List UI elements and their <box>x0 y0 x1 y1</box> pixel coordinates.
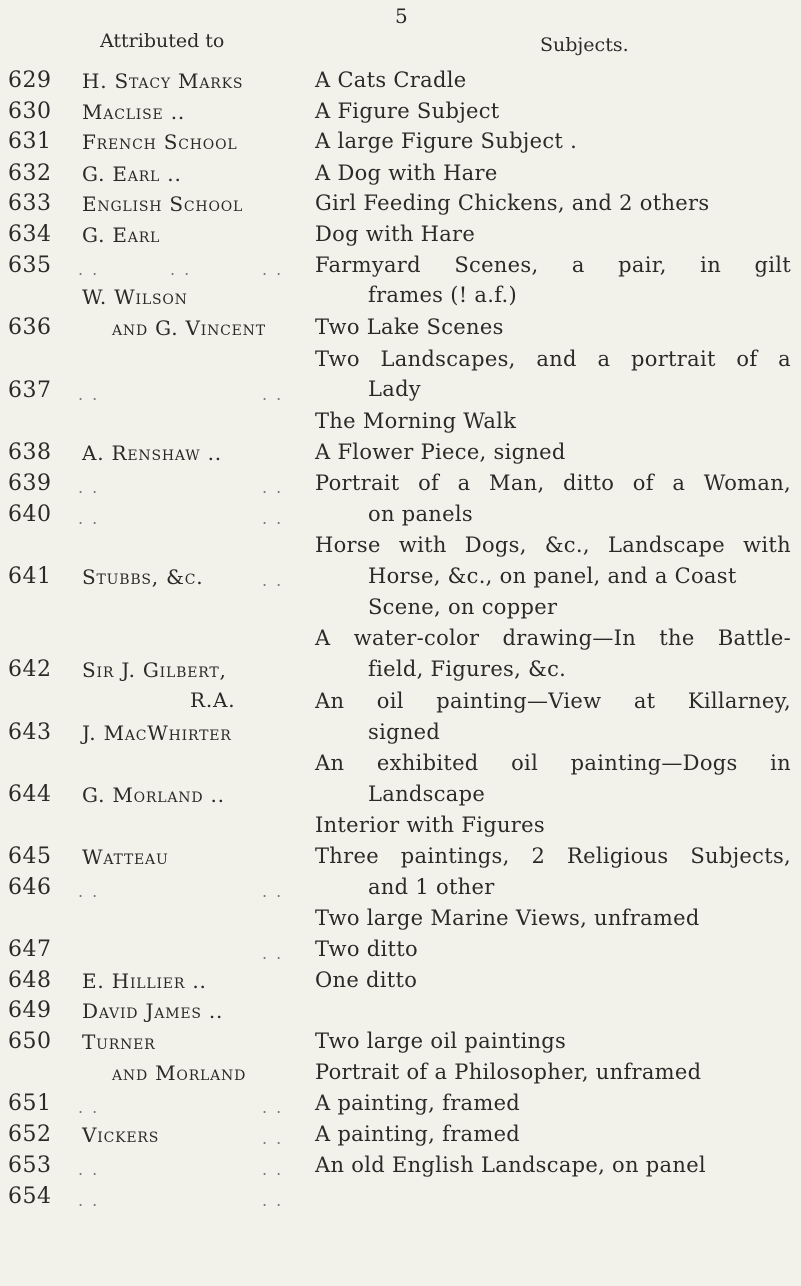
lot-subject: Two large Marine Views, unframed <box>315 906 700 930</box>
lot-attribution: G. Earl .. <box>82 162 182 186</box>
lot-number: 649 <box>8 998 52 1023</box>
lot-attribution: Sir J. Gilbert, <box>82 658 227 682</box>
lot-subject: A Dog with Hare <box>315 161 498 185</box>
leader-dots: . . <box>78 260 100 279</box>
lot-attribution: Vickers <box>82 1123 160 1147</box>
subjects-column-header: Subjects. <box>540 34 629 56</box>
lot-subject-continued: frames (! a.f.) <box>368 283 518 307</box>
leader-dots: . . <box>262 1098 284 1117</box>
lot-subject: Two Landscapes, and a portrait of a <box>315 347 791 371</box>
lot-attribution-continued: and G. Vincent <box>112 316 266 340</box>
lot-number: 647 <box>8 937 52 962</box>
lot-number: 631 <box>8 129 52 154</box>
lot-attribution: French School <box>82 130 238 154</box>
lot-subject: Two large oil paintings <box>315 1029 567 1053</box>
lot-number: 635 <box>8 253 52 278</box>
lot-subject: A water-color drawing—In the Battle- <box>315 626 791 650</box>
lot-subject-continued: Scene, on copper <box>368 595 558 619</box>
lot-subject: The Morning Walk <box>315 409 517 433</box>
lot-subject: One ditto <box>315 968 418 992</box>
lot-subject-continued: on panels <box>368 502 473 526</box>
lot-attribution: E. Hillier .. <box>82 969 207 993</box>
leader-dots: . . <box>78 509 100 528</box>
lot-subject: Portrait of a Man, ditto of a Woman, <box>315 471 791 495</box>
leader-dots: . . <box>78 1160 100 1179</box>
lot-number: 653 <box>8 1153 52 1178</box>
lot-subject: Farmyard Scenes, a pair, in gilt <box>315 253 791 277</box>
lot-number: 633 <box>8 191 52 216</box>
leader-dots: . . <box>262 509 284 528</box>
lot-number: 640 <box>8 502 52 527</box>
lot-subject: A Cats Cradle <box>315 68 467 92</box>
lot-subject: Horse with Dogs, &c., Landscape with <box>315 533 791 557</box>
lot-attribution: Maclise .. <box>82 100 186 124</box>
lot-number: 645 <box>8 844 52 869</box>
lot-subject: A painting, framed <box>315 1091 521 1115</box>
lot-subject: Two ditto <box>315 937 418 961</box>
lot-attribution: G. Morland .. <box>82 783 225 807</box>
lot-number: 650 <box>8 1029 52 1054</box>
lot-subject: An oil painting—View at Killarney, <box>315 689 791 713</box>
leader-dots: . . <box>262 260 284 279</box>
lot-number: 642 <box>8 657 52 682</box>
lot-attribution: J. MacWhirter <box>82 721 232 745</box>
lot-subject-continued: Horse, &c., on panel, and a Coast <box>368 564 737 588</box>
lot-attribution: English School <box>82 192 244 216</box>
lot-number: 634 <box>8 222 52 247</box>
leader-dots: . . <box>78 1098 100 1117</box>
lot-subject: A Flower Piece, signed <box>315 440 566 464</box>
lot-number: 652 <box>8 1122 52 1147</box>
lot-number: 646 <box>8 875 52 900</box>
lot-attribution: W. Wilson <box>82 285 188 309</box>
lot-subject-continued: field, Figures, &c. <box>368 657 567 681</box>
lot-attribution-continued: R.A. <box>190 688 236 712</box>
lot-attribution: A. Renshaw .. <box>82 441 222 465</box>
lot-subject: A painting, framed <box>315 1122 521 1146</box>
lot-number: 632 <box>8 161 52 186</box>
lot-subject: A Figure Subject <box>315 99 500 123</box>
lot-number: 630 <box>8 99 52 124</box>
lot-subject: A large Figure Subject . <box>315 129 578 153</box>
leader-dots: . . <box>78 1191 100 1210</box>
lot-subject-continued: Landscape <box>368 782 486 806</box>
page-number: 5 <box>395 4 408 28</box>
lot-subject: Portrait of a Philosopher, unframed <box>315 1060 702 1084</box>
leader-dots: . . <box>78 882 100 901</box>
lot-subject: Three paintings, 2 Religious Subjects, <box>315 844 791 868</box>
lot-number: 651 <box>8 1091 52 1116</box>
leader-dots: . . <box>262 385 284 404</box>
lot-number: 629 <box>8 68 52 93</box>
lot-subject: Dog with Hare <box>315 222 476 246</box>
leader-dots: . . <box>262 478 284 497</box>
lot-subject: Interior with Figures <box>315 813 545 837</box>
lot-subject: An old English Landscape, on panel <box>315 1153 706 1177</box>
leader-dots: . . <box>262 882 284 901</box>
leader-dots: . . <box>170 260 192 279</box>
lot-subject-continued: and 1 other <box>368 875 495 899</box>
leader-dots: . . <box>262 1160 284 1179</box>
attributed-column-header: Attributed to <box>100 30 225 52</box>
lot-number: 637 <box>8 378 52 403</box>
lot-attribution: H. Stacy Marks <box>82 69 244 93</box>
lot-attribution: Watteau <box>82 845 169 869</box>
lot-subject: Girl Feeding Chickens, and 2 others <box>315 191 710 215</box>
leader-dots: . . <box>262 571 284 590</box>
lot-number: 636 <box>8 315 52 340</box>
lot-number: 644 <box>8 782 52 807</box>
lot-subject: An exhibited oil painting—Dogs in <box>315 751 791 775</box>
lot-attribution: David James .. <box>82 999 224 1023</box>
leader-dots: . . <box>262 1129 284 1148</box>
lot-subject: Two Lake Scenes <box>315 315 504 339</box>
lot-number: 648 <box>8 968 52 993</box>
lot-attribution: Stubbs, &c. <box>82 565 204 589</box>
lot-number: 643 <box>8 720 52 745</box>
lot-attribution: Turner <box>82 1030 156 1054</box>
lot-attribution: G. Earl <box>82 223 161 247</box>
leader-dots: . . <box>262 1191 284 1210</box>
lot-number: 654 <box>8 1184 52 1209</box>
lot-subject-continued: Lady <box>368 377 421 401</box>
lot-number: 641 <box>8 564 52 589</box>
lot-number: 639 <box>8 471 52 496</box>
leader-dots: . . <box>78 385 100 404</box>
leader-dots: . . <box>262 944 284 963</box>
lot-subject-continued: signed <box>368 720 441 744</box>
leader-dots: . . <box>78 478 100 497</box>
lot-number: 638 <box>8 440 52 465</box>
lot-attribution-continued: and Morland <box>112 1061 247 1085</box>
